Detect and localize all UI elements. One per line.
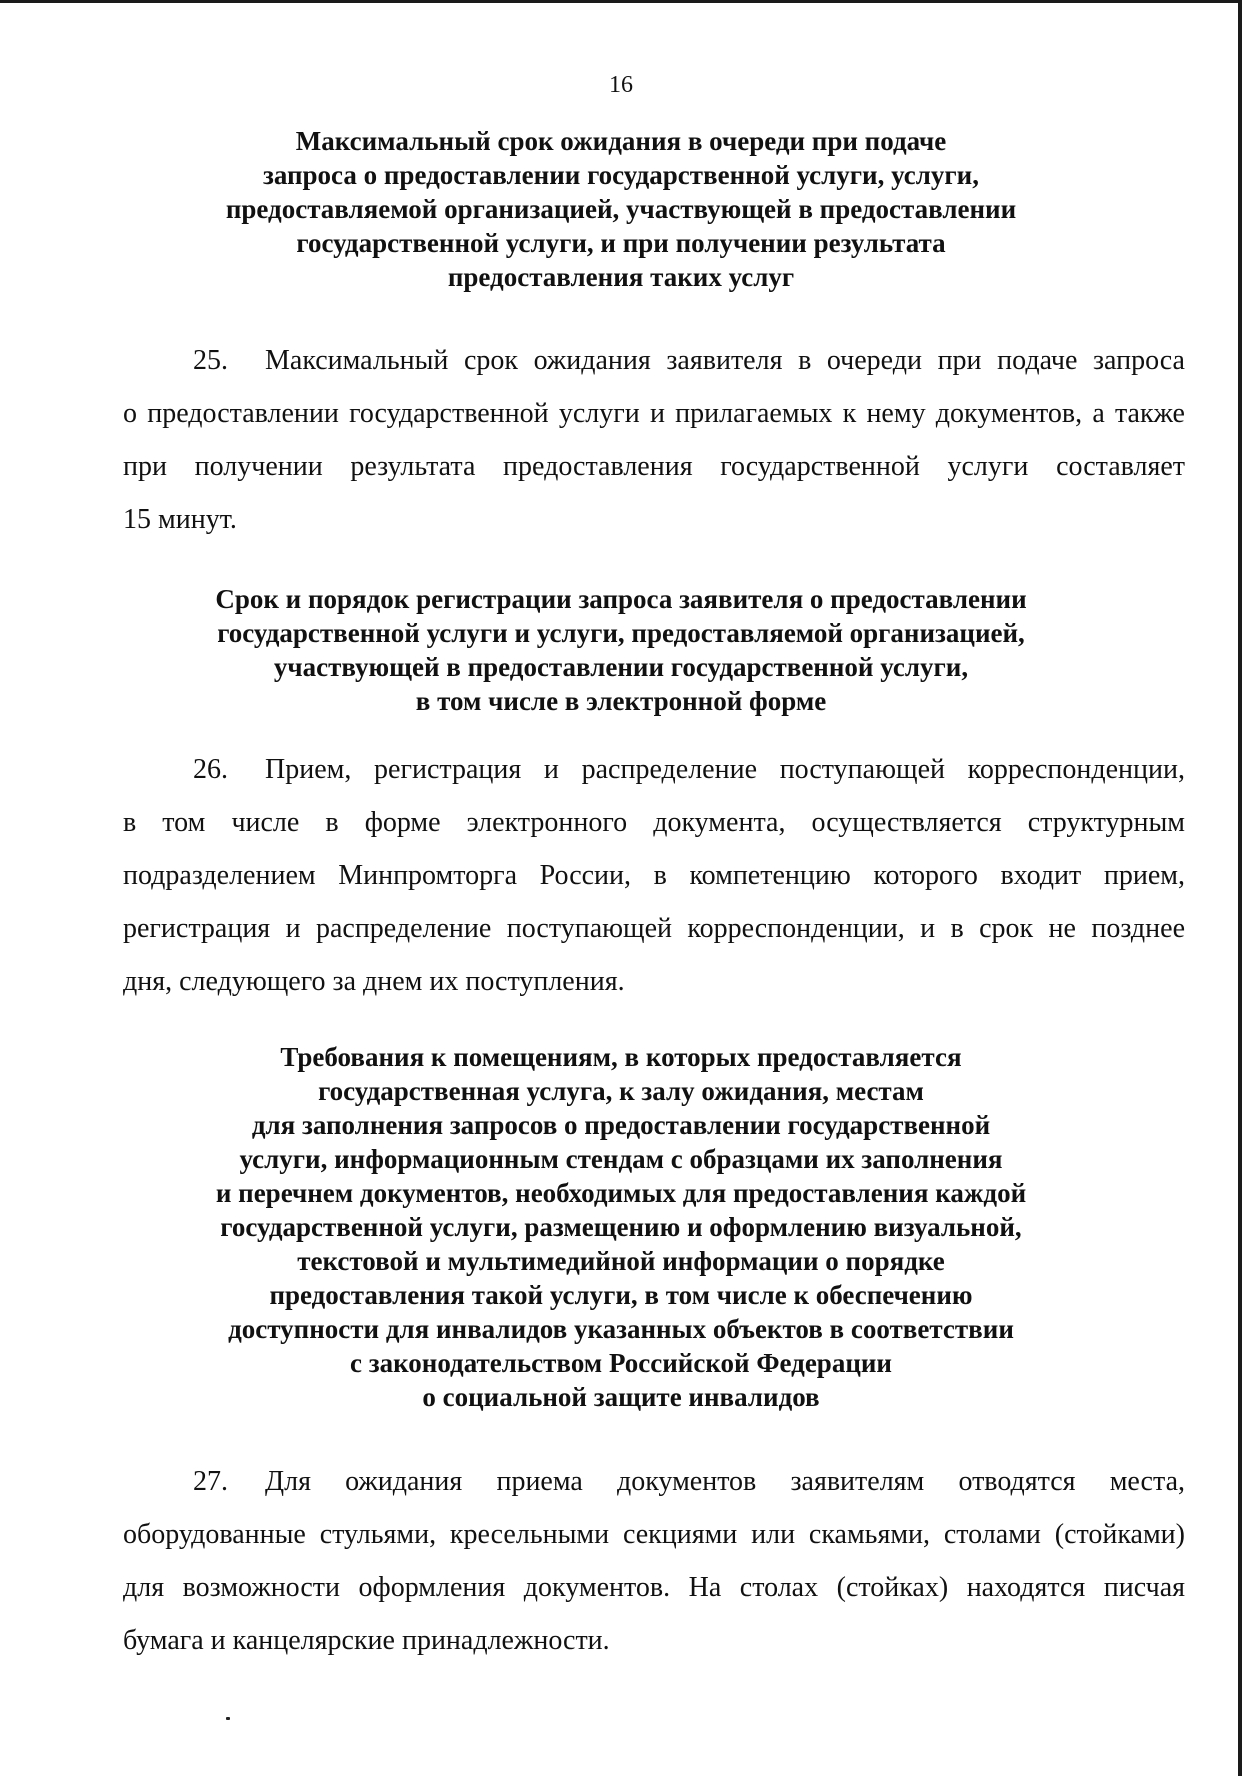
section-heading-queue-time (140, 124, 1102, 294)
paragraph-line: 27. Для ожидания приема документов заявителям отводятся места, (123, 1455, 1185, 1508)
heading-line: Требования к помещениям, в которых предоставляется (280, 1042, 962, 1072)
paragraph-line: при получении результата предоставления государственной услуги составляет (123, 451, 1185, 482)
heading-line: в том числе в электронной форме (415, 686, 827, 716)
paragraph-line: о предоставлении государственной услуги и прилагаемых к нему документов, а также (123, 398, 1185, 429)
paragraph-line: в том числе в форме электронного документа, осуществляется структурным (123, 807, 1185, 838)
paragraph-number: 27. (193, 1466, 228, 1497)
scan-speck (226, 1717, 230, 1720)
heading-line: услуги, информационным стендам с образцами их заполнения (239, 1144, 1003, 1174)
paragraph-25 (123, 334, 1185, 546)
section-heading-registration (140, 582, 1102, 718)
heading-line: предоставления такой услуги, в том числе к обеспечению (269, 1280, 973, 1310)
paragraph-line: 15 минут. (123, 504, 237, 535)
heading-line: государственной услуги, и при получении результата (296, 228, 946, 258)
heading-line: о социальной защите инвалидов (422, 1382, 820, 1412)
heading-line: государственной услуги и услуги, предоставляемой организацией, (217, 618, 1025, 648)
paragraph-line: 26. Прием, регистрация и распределение поступающей корреспонденции, (123, 743, 1185, 796)
heading-line: участвующей в предоставлении государственной услуги, (273, 652, 969, 682)
paragraph-number: 25. (193, 345, 228, 376)
heading-line: Максимальный срок ожидания в очереди при подаче (295, 126, 947, 156)
heading-line: предоставляемой организацией, участвующей в предоставлении (225, 194, 1017, 224)
heading-line: текстовой и мультимедийной информации о порядке (297, 1246, 945, 1276)
heading-line: государственная услуга, к залу ожидания, местам (318, 1076, 924, 1106)
section-heading-premises-requirements (140, 1040, 1102, 1414)
paragraph-line: 25. Максимальный срок ожидания заявителя в очереди при подаче запроса (123, 334, 1185, 387)
scan-border-top (0, 0, 1242, 3)
heading-line: государственной услуги, размещению и оформлению визуальной, (220, 1212, 1022, 1242)
heading-line: доступности для инвалидов указанных объектов в соответствии (228, 1314, 1014, 1344)
paragraph-26 (123, 743, 1185, 1008)
paragraph-27 (123, 1455, 1185, 1667)
heading-line: предоставления таких услуг (447, 262, 795, 292)
paragraph-line: подразделением Минпромторга России, в компетенцию которого входит прием, (123, 860, 1185, 891)
paragraph-line: для возможности оформления документов. На столах (стойках) находятся писчая (123, 1572, 1185, 1603)
paragraph-line: дня, следующего за днем их поступления. (123, 966, 625, 997)
heading-line: Срок и порядок регистрации запроса заявителя о предоставлении (215, 584, 1027, 614)
paragraph-line: бумага и канцелярские принадлежности. (123, 1625, 610, 1656)
heading-line: запроса о предоставлении государственной услуги, услуги, (262, 160, 979, 190)
paragraph-line: регистрация и распределение поступающей корреспонденции, и в срок не позднее (123, 913, 1185, 944)
paragraph-number: 26. (193, 754, 228, 785)
page-number: 16 (609, 72, 633, 98)
heading-line: с законодательством Российской Федерации (349, 1348, 892, 1378)
scan-border-right (1238, 0, 1242, 1776)
heading-line: и перечнем документов, необходимых для предоставления каждой (215, 1178, 1027, 1208)
heading-line: для заполнения запросов о предоставлении государственной (251, 1110, 991, 1140)
paragraph-line: оборудованные стульями, кресельными секциями или скамьями, столами (стойками) (123, 1519, 1185, 1550)
